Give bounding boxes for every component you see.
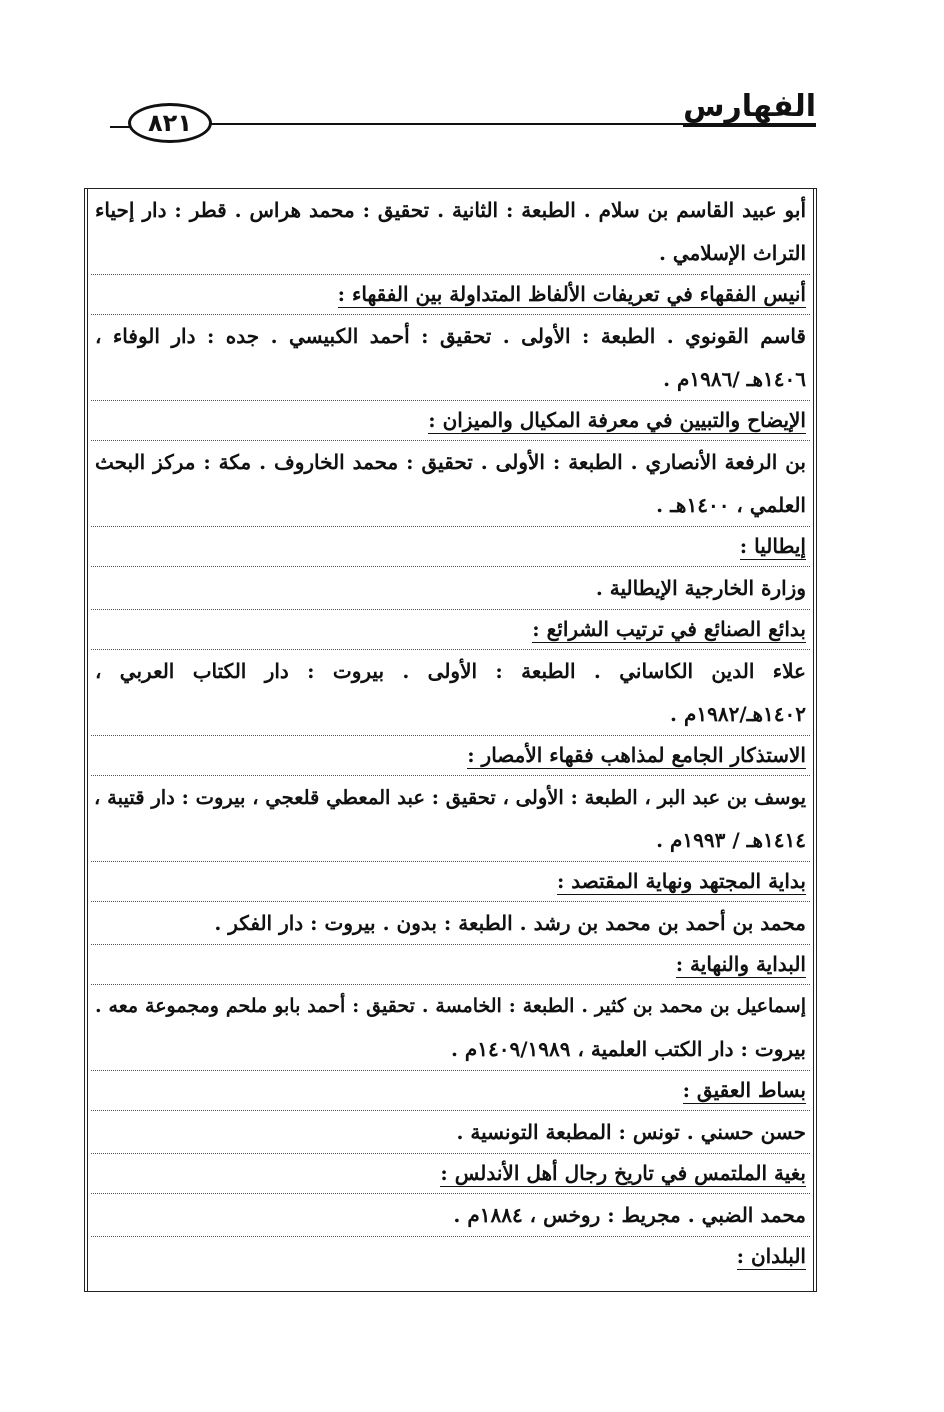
entry-title: بغية الملتمس في تاريخ رجال أهل الأندلس : xyxy=(440,1160,806,1185)
entry-description-line: ١٤٠٦هـ /١٩٨٦م . xyxy=(91,358,810,401)
entry-description-line: وزارة الخارجية الإيطالية . xyxy=(91,567,810,610)
entry-description-line: التراث الإسلامي . xyxy=(91,232,810,275)
bibliography-entry xyxy=(91,189,810,275)
bibliography-entry xyxy=(91,1154,810,1237)
entry-title-row xyxy=(91,736,810,776)
entry-description-line: ١٤٠٢هـ/١٩٨٢م . xyxy=(91,693,810,736)
bibliography-frame xyxy=(84,188,817,1292)
entry-description-line: يوسف بن عبد البر ، الطبعة : الأولى ، تحقيق : عبد المعطي قلعجي ، بيروت : دار قتيبة ، xyxy=(94,786,806,809)
entry-title-row xyxy=(91,1154,810,1194)
entry-description-line: العلمي ، ١٤٠٠هـ . xyxy=(91,484,810,527)
bibliography-entry xyxy=(91,1237,810,1277)
running-title: الفهارس xyxy=(683,92,816,127)
entry-title: الاستذكار الجامع لمذاهب فقهاء الأمصار : xyxy=(467,742,806,767)
entry-title-row xyxy=(91,610,810,650)
entry-description-line: أبو عبيد القاسم بن سلام . الطبعة : الثانية . تحقيق : محمد هراس . قطر : دار إحياء xyxy=(95,198,806,222)
entry-description-line: إسماعيل بن محمد بن كثير . الطبعة : الخامسة . تحقيق : أحمد بابو ملحم ومجموعة معه . xyxy=(95,995,806,1017)
page-header xyxy=(0,0,944,150)
entry-title: الإيضاح والتبيين في معرفة المكيال والميزان : xyxy=(428,407,806,432)
bibliography-entry xyxy=(91,527,810,610)
entry-title-row xyxy=(91,527,810,567)
bibliography-entry xyxy=(91,610,810,736)
entry-description-line: بيروت : دار الكتب العلمية ، ١٤٠٩/١٩٨٩م . xyxy=(91,1028,810,1071)
entry-title: بداية المجتهد ونهاية المقتصد : xyxy=(556,868,806,893)
entry-title-row xyxy=(91,945,810,985)
entry-description-line: قاسم القونوي . الطبعة : الأولى . تحقيق : أحمد الكبيسي . جده : دار الوفاء ، xyxy=(95,324,806,348)
bibliography-entry xyxy=(91,1071,810,1154)
bibliography-entry xyxy=(91,736,810,862)
entry-title-row xyxy=(91,401,810,441)
bibliography-entry xyxy=(91,862,810,945)
bibliography-entry xyxy=(91,945,810,1071)
entry-description-line: علاء الدين الكاساني . الطبعة : الأولى . بيروت : دار الكتاب العربي ، xyxy=(95,659,806,683)
entry-title-row xyxy=(91,1071,810,1111)
entry-description-line: ١٤١٤هـ / ١٩٩٣م . xyxy=(91,819,810,862)
entry-title: إيطاليا : xyxy=(739,533,806,558)
entry-title-row xyxy=(91,1237,810,1277)
entry-title: بساط العقيق : xyxy=(682,1077,806,1102)
entry-description-line: محمد بن أحمد بن محمد بن رشد . الطبعة : بدون . بيروت : دار الفكر . xyxy=(91,902,810,945)
entry-title: أنيس الفقهاء في تعريفات الألفاظ المتداولة بين الفقهاء : xyxy=(337,281,806,306)
entry-description-line: حسن حسني . تونس : المطبعة التونسية . xyxy=(91,1111,810,1154)
page-number: ٨٢١ xyxy=(128,103,212,143)
bibliography-list xyxy=(91,189,810,1291)
entry-title: البلدان : xyxy=(736,1244,806,1268)
entry-title-row xyxy=(91,862,810,902)
bibliography-entry xyxy=(91,401,810,527)
entry-description-line: بن الرفعة الأنصاري . الطبعة : الأولى . تحقيق : محمد الخاروف . مكة : مركز البحث xyxy=(95,450,806,474)
entry-title: البداية والنهاية : xyxy=(675,951,806,976)
bibliography-entry xyxy=(91,275,810,401)
entry-title: بدائع الصنائع في ترتيب الشرائع : xyxy=(532,616,806,641)
entry-title-row xyxy=(91,275,810,315)
entry-description-line: محمد الضبي . مجريط : روخس ، ١٨٨٤م . xyxy=(91,1194,810,1237)
